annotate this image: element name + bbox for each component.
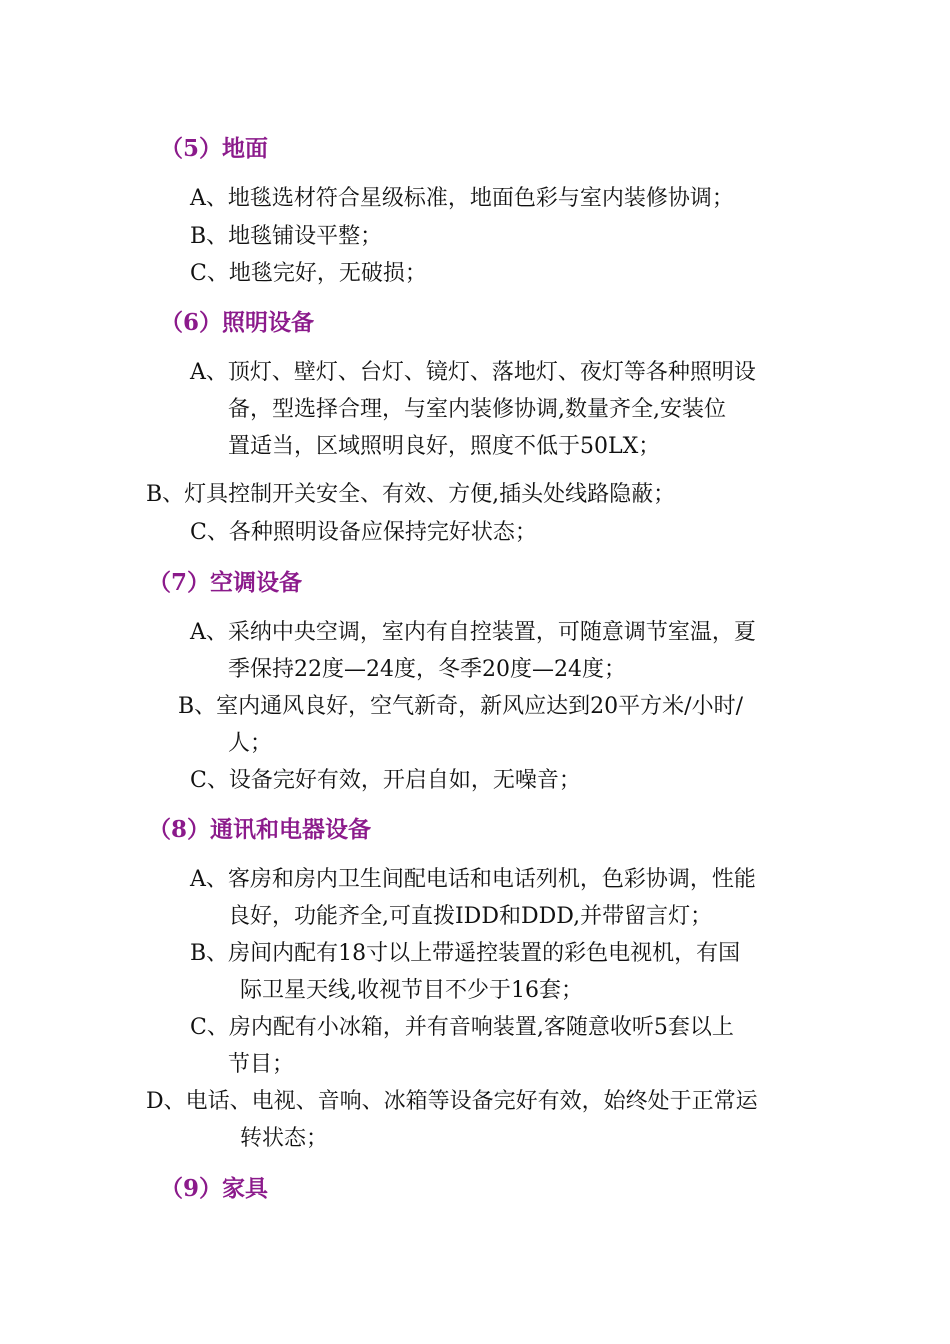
list-item: B、室内通风良好，空气新奇，新风应达到20平方米/小时/ [178,694,743,719]
list-item-continuation: 备，型选择合理，与室内装修协调,数量齐全,安装位 [228,397,726,422]
list-item: C、地毯完好，无破损； [190,261,427,286]
section-heading-5: （5）地面 [160,135,269,162]
list-item-continuation: 转状态； [240,1126,329,1151]
list-item-continuation: 际卫星天线,收视节目不少于16套； [240,978,583,1003]
list-item-continuation: 良好，功能齐全,可直拨IDD和DDD,并带留言灯； [228,904,713,929]
list-item: A、客房和房内卫生间配电话和电话列机，色彩协调，性能 [190,867,756,892]
list-item: C、设备完好有效，开启自如，无噪音； [190,768,581,793]
list-item: B、地毯铺设平整； [190,224,383,249]
section-heading-7: （7）空调设备 [148,569,303,596]
section-heading-9: （9）家具 [160,1175,269,1202]
list-item-continuation: 人； [228,731,273,756]
list-item: A、地毯选材符合星级标准，地面色彩与室内装修协调； [190,186,734,211]
list-item-continuation: 季保持22度—24度，冬季20度—24度； [228,657,626,682]
list-item: A、采纳中央空调，室内有自控装置，可随意调节室温，夏 [190,620,756,645]
list-item: C、各种照明设备应保持完好状态； [190,520,537,545]
section-heading-8: （8）通讯和电器设备 [148,816,372,843]
list-item-continuation: 置适当，区域照明良好，照度不低于50LX； [228,434,661,459]
list-item: C、房内配有小冰箱，并有音响装置,客随意收听5套以上 [190,1015,734,1040]
section-heading-6: （6）照明设备 [160,309,315,336]
list-item: A、顶灯、壁灯、台灯、镜灯、落地灯、夜灯等各种照明设 [190,360,756,385]
list-item: B、灯具控制开关安全、有效、方便,插头处线路隐蔽； [146,482,676,507]
list-item: D、电话、电视、音响、冰箱等设备完好有效，始终处于正常运 [146,1089,758,1114]
list-item: B、房间内配有18寸以上带遥控装置的彩色电视机，有国 [190,941,741,966]
list-item-continuation: 节目； [228,1052,295,1077]
